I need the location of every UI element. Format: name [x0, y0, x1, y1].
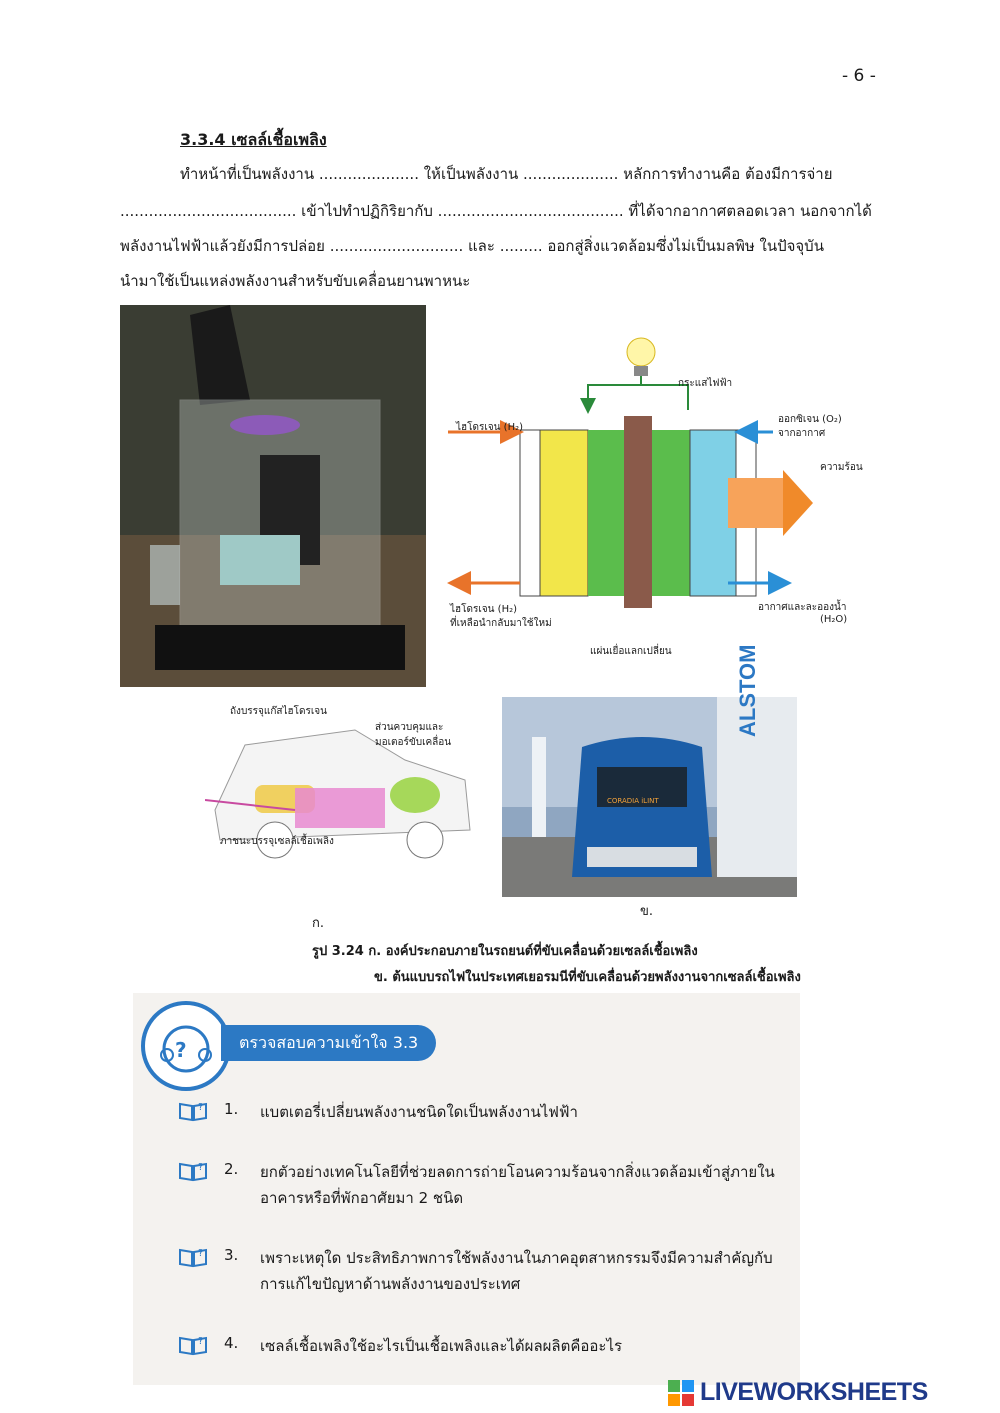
question-number: 4. — [224, 1334, 239, 1352]
fuel-cell-container-label: ภาชนะบรรจุเซลล์เชื้อเพลิง — [220, 836, 334, 847]
quiz-circle-icon — [141, 1001, 231, 1091]
figure-caption-line-1: รูป 3.24 ก. องค์ประกอบภายในรถยนต์ที่ขับเคลื่อนด้วยเซลล์เชื้อเพลิง — [312, 944, 698, 959]
question-number: 3. — [224, 1246, 239, 1264]
question-text: เพราะเหตุใด ประสิทธิภาพการใช้พลังงานในภาคอุตสาหกรรมจึงมีความสำคัญกับ — [260, 1249, 773, 1267]
question-text-line-2: การแก้ไขปัญหาด้านพลังงานของประเทศ — [260, 1275, 521, 1293]
hydrogen-recycle-label: ที่เหลือนำกลับมาใช้ใหม่ — [450, 618, 552, 629]
paragraph-line-3: พลังงานไฟฟ้าแล้วยังมีการปล่อย ............................ และ ......... ออกสู่สิ่งแวดล้อมซึ่งไม่เป็นมลพิษ ในปัจจุบัน — [120, 237, 824, 255]
quiz-title: ตรวจสอบความเข้าใจ 3.3 — [239, 1033, 419, 1052]
question-number: 2. — [224, 1160, 239, 1178]
quiz-box — [133, 993, 800, 1385]
book-question-icon — [178, 1246, 208, 1268]
hydrogen-tank-label: ถังบรรจุแก๊สไฮโดรเจน — [230, 706, 327, 717]
heat-label: ความร้อน — [820, 462, 863, 473]
svg-text:?: ? — [198, 1102, 204, 1113]
question-text-line-2: อาคารหรือที่พักอาศัยมา 2 ชนิด — [260, 1189, 464, 1207]
section-title: 3.3.4 เซลล์เชื้อเพลิง — [180, 130, 327, 149]
alstom-sign: ALSTOM — [735, 644, 760, 737]
svg-text:?: ? — [198, 1336, 204, 1347]
membrane-label: แผ่นเยื่อแลกเปลี่ยน — [590, 646, 672, 657]
liveworksheets-logo-icon — [668, 1380, 694, 1406]
paragraph-line-4: นำมาใช้เป็นแหล่งพลังงานสำหรับขับเคลื่อนยานพาหนะ — [120, 272, 471, 290]
water-label: (H₂O) — [820, 614, 848, 625]
paragraph-line-2: ..................................... เข้าไปทำปฏิกิริยากับ ....................................... ที่ได้จากอากาศตลอดเวลา นอกจากได้ — [120, 202, 872, 220]
svg-text:?: ? — [198, 1162, 204, 1173]
svg-text:?: ? — [175, 1038, 187, 1062]
oxygen-in-label: ออกซิเจน (O₂) — [778, 414, 842, 425]
figure-label-a: ก. — [312, 916, 325, 931]
current-label: กระแสไฟฟ้า — [678, 378, 733, 389]
question-text: เซลล์เชื้อเพลิงใช้อะไรเป็นเชื้อเพลิงและได้ผลผลิตคืออะไร — [260, 1337, 623, 1355]
air-out-label: อากาศและละอองน้ำ — [758, 602, 847, 613]
fuel-cell-car-diagram — [205, 700, 480, 900]
book-question-icon — [178, 1100, 208, 1122]
page-number: - 6 - — [842, 66, 876, 86]
fuel-cell-diagram — [428, 330, 888, 680]
book-question-icon — [178, 1334, 208, 1356]
question-number: 1. — [224, 1100, 239, 1118]
oxygen-source-label: จากอากาศ — [778, 428, 826, 439]
figure-caption-line-2: ข. ต้นแบบรถไฟในประเทศเยอรมนีที่ขับเคลื่อนด้วยพลังงานจากเซลล์เชื้อเพลิง — [374, 970, 801, 985]
control-motor-label: ส่วนควบคุมและมอเตอร์ขับเคลื่อน — [375, 722, 452, 748]
hydrogen-in-label: ไฮโดรเจน (H₂) — [456, 422, 523, 433]
liveworksheets-brand[interactable]: LIVEWORKSHEETS — [700, 1378, 928, 1406]
paragraph-line-1: ทำหน้าที่เป็นพลังงาน ..................... ให้เป็นพลังงาน .................... หลักการทำงานคือ ต้องมีการจ่าย — [180, 165, 833, 183]
question-text: แบตเตอรี่เปลี่ยนพลังงานชนิดใดเป็นพลังงานไฟฟ้า — [260, 1103, 578, 1121]
question-text: ยกตัวอย่างเทคโนโลยีที่ช่วยลดการถ่ายโอนความร้อนจากสิ่งแวดล้อมเข้าสู่ภายใน — [260, 1163, 775, 1181]
train-destination-sign: CORADIA iLINT — [607, 797, 659, 805]
hydrogen-out-label: ไฮโดรเจน (H₂) — [450, 604, 517, 615]
svg-text:?: ? — [198, 1248, 204, 1259]
fuel-cell-photo — [120, 305, 426, 687]
figure-label-b: ข. — [640, 904, 654, 919]
book-question-icon — [178, 1160, 208, 1182]
